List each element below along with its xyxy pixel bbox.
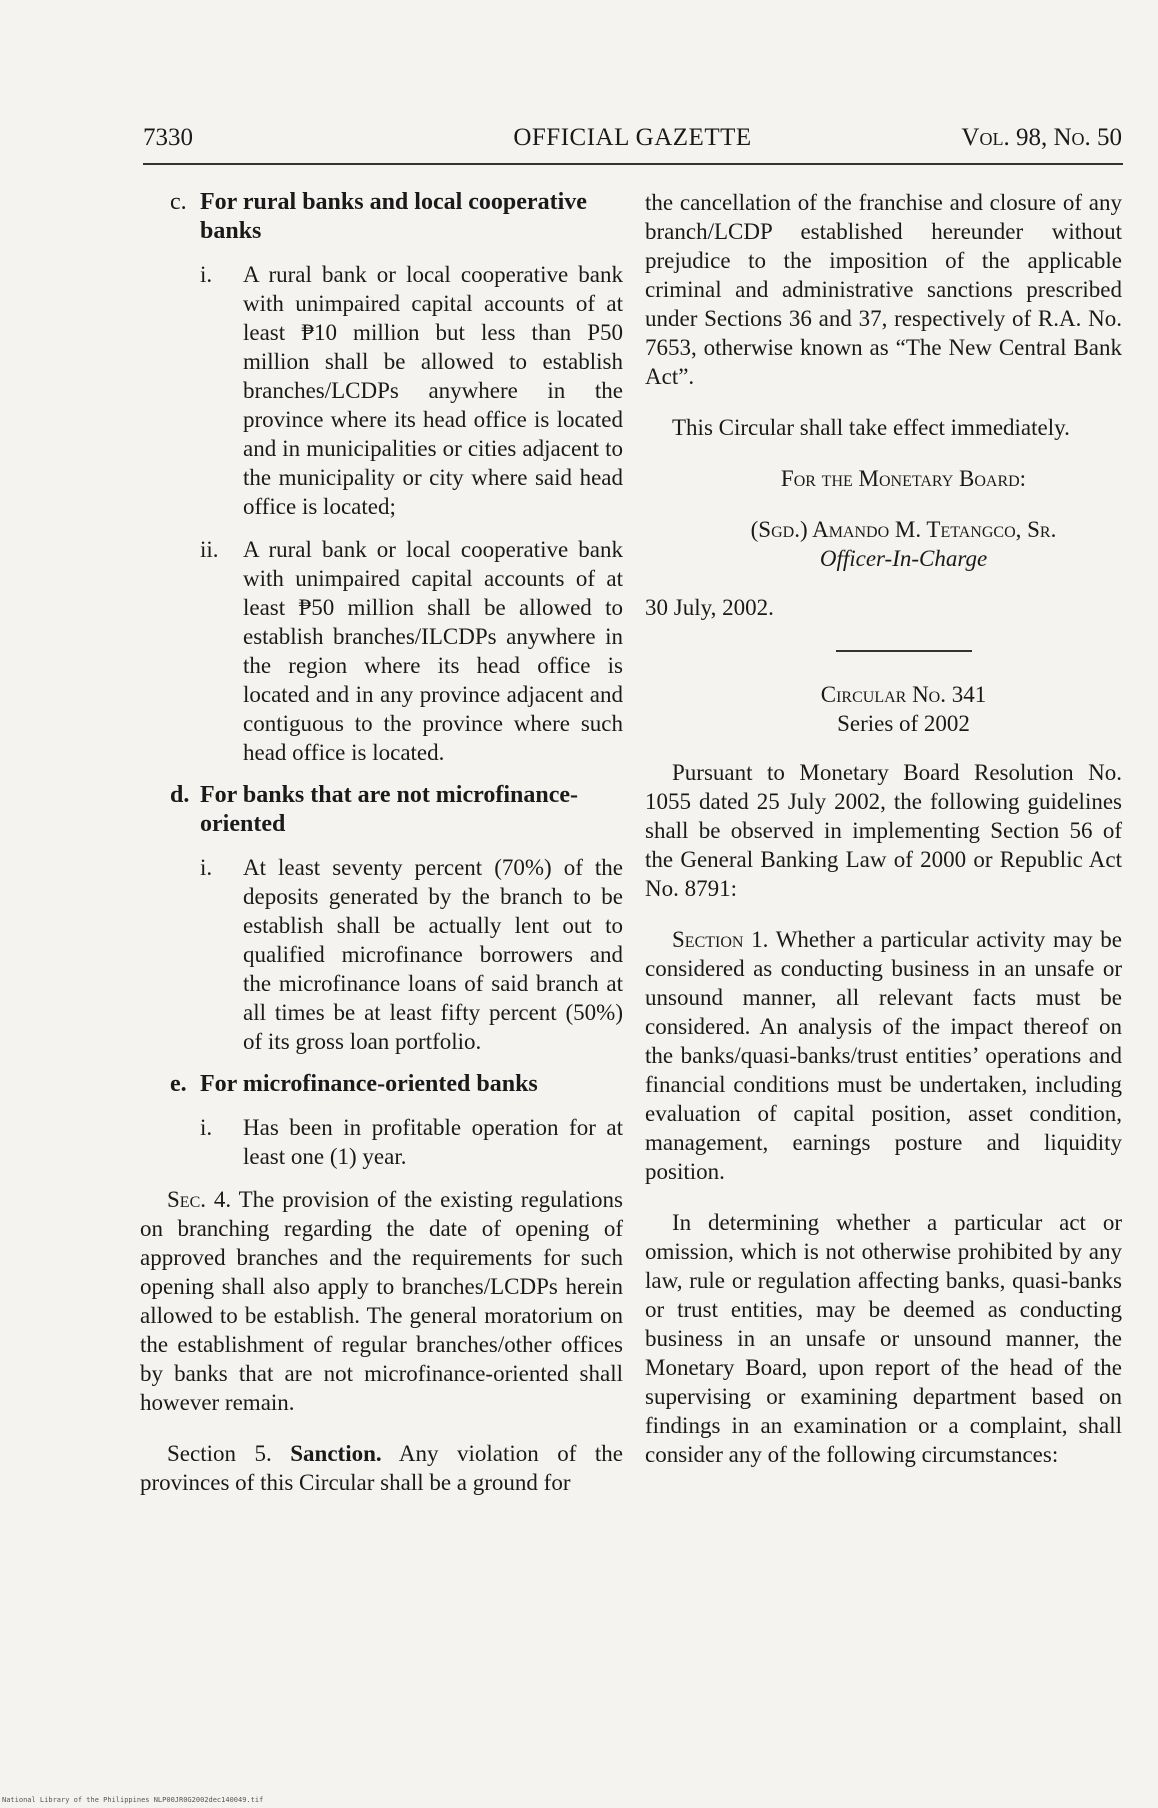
scan-footer: National Library of the Philippines NLP00JR0G2002dec140049.tif [2, 1796, 264, 1804]
pursuant-paragraph: Pursuant to Monetary Board Resolution No. 1055 dated 25 July 2002, the following guidelines shall be observed in implementing Section 56 of the General Banking Law of 2000 or Republic Act No. 8791: [645, 760, 1122, 901]
section-4-label: Sec. 4. [167, 1187, 232, 1212]
section-5-title: Sanction. [290, 1441, 382, 1466]
item-number: i. [200, 262, 213, 287]
list-item [140, 853, 623, 1056]
section-5-paragraph [140, 1439, 623, 1497]
item-number: ii. [200, 537, 219, 562]
section-d-heading [140, 781, 623, 839]
item-number: i. [200, 1115, 213, 1140]
section-4-text: The provision of the existing regulations on branching regarding the date of opening of approved branches and the requirements for such opening shall also apply to branches/LCDPs herein allowed to be establish. The general moratorium on the establishment of regular branches/other offices by banks that are not microfinance-oriented shall however remain. [140, 1187, 623, 1415]
item-text: A rural bank or local cooperative bank with unimpaired capital accounts of at least ₱10 million but less than P50 million shall be allowed to establish branches/LCDPs anywhere in the province where its head office is located and in municipalities or cities adjacent to the municipality or city where said head office is located; [243, 262, 623, 519]
section-5-text: Any violation of the provinces of this Circular shall be a ground for [140, 1441, 624, 1495]
signatory-name: (Sgd.) Amando M. Tetangco, Sr. [750, 517, 1057, 542]
section-e-heading [140, 1070, 623, 1099]
item-text: A rural bank or local cooperative bank with unimpaired capital accounts of at least ₱50 million shall be allowed to establish branches/ILCDPs anywhere in the region where its head office is located and in any province adjacent and contiguous to the province where such head office is located. [243, 537, 623, 765]
item-text: At least seventy percent (70%) of the deposits generated by the branch to be establish shall be actually lent out to qualified microfinance borrowers and the microfinance loans of said branch at all times be at least fifty percent (50%) of its gross loan portfolio. [243, 855, 623, 1054]
continuation-paragraph: the cancellation of the franchise and closure of any branch/LCDP established hereunder without prejudice to the imposition of the applicable criminal and administrative sanctions prescribed under Sections 36 and 37, respectively of R.A. No. 7653, otherwise known as “The New Central Bank Act”. [645, 190, 1122, 389]
divider-wrap [645, 650, 1122, 652]
section-c-title: For rural banks and local cooperative banks [200, 189, 587, 244]
section-d-title: For banks that are not microfinance-oriented [200, 782, 578, 837]
section-5-label: Section 5. [167, 1441, 272, 1466]
page-header [143, 124, 1122, 158]
section-e-label: e. [170, 1071, 187, 1097]
header-rule [143, 163, 1123, 165]
page-number: 7330 [143, 124, 193, 151]
section-1-label: Section 1. [672, 927, 769, 952]
for-board: For the Monetary Board: [780, 466, 1027, 491]
signature-block [645, 515, 1122, 573]
item-text: Has been in profitable operation for at least one (1) year. [243, 1115, 623, 1169]
circular-heading [645, 680, 1122, 738]
section-e-title: For microfinance-oriented banks [200, 1071, 538, 1097]
section-1-paragraph [645, 925, 1122, 1186]
publication-title: OFFICIAL GAZETTE [513, 124, 752, 151]
signing-date: 30 July, 2002. [645, 595, 774, 620]
list-item [140, 1113, 623, 1171]
signatory-title: Officer-In-Charge [819, 546, 988, 571]
list-item [140, 535, 623, 767]
section-4-paragraph [140, 1185, 623, 1417]
item-number: i. [200, 855, 213, 880]
circular-title: Circular No. 341 [820, 682, 987, 707]
left-column [140, 188, 623, 1497]
section-c-label: c. [170, 189, 187, 215]
effect-paragraph: This Circular shall take effect immediately. [672, 415, 1070, 440]
volume-number: Vol. 98, No. 50 [961, 124, 1122, 151]
section-d-label: d. [170, 782, 190, 808]
determining-paragraph: In determining whether a particular act or omission, which is not otherwise prohibited by any law, rule or regulation affecting banks, quasi-banks or trust entities, may be deemed as conducting business in an unsafe or unsound manner, the Monetary Board, upon report of the head of the supervising or examining department based on findings in an examination or a complaint, shall consider any of the following circumstances: [645, 1210, 1122, 1467]
section-1-text: Whether a particular activity may be considered as conducting business in an unsafe or unsound manner, all relevant facts must be considered. An analysis of the impact thereof on the banks/quasi-banks/trust entities’ operations and financial conditions must be undertaken, including evaluation of capital position, asset condition, management, earnings posture and liquidity position. [645, 927, 1122, 1184]
section-c-heading [140, 188, 623, 246]
list-item [140, 260, 623, 521]
divider [836, 650, 972, 652]
right-column [645, 188, 1122, 1469]
circular-series: Series of 2002 [837, 711, 970, 736]
